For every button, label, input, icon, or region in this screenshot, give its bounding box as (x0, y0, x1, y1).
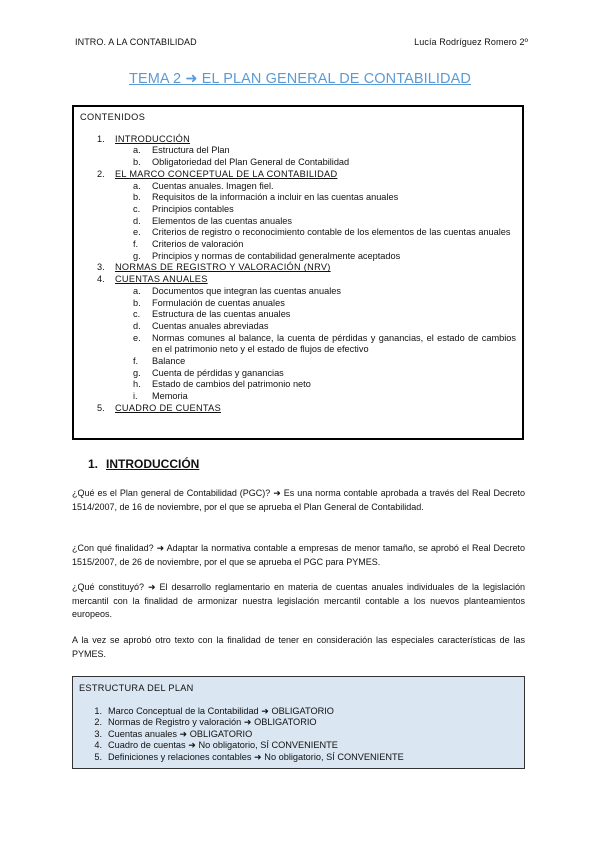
subsection-text: Documentos que integran las cuentas anuales (152, 285, 341, 296)
subsection-text: Cuentas anuales. Imagen fiel. (152, 180, 274, 191)
subsection-letter: f. (133, 239, 139, 250)
subsection-item (115, 251, 516, 263)
subsection-text: Estructura de las cuentas anuales (152, 309, 291, 320)
header-author: Lucía Rodríguez Romero 2º (414, 37, 528, 47)
subsection-item (115, 321, 516, 333)
subsection-text: Balance (152, 356, 186, 367)
subsection-letter: b. (133, 297, 141, 308)
subsection-text: Memoria (152, 391, 188, 402)
structure-item-number: 2. (94, 717, 102, 728)
subsection-text: Normas comunes al balance, la cuenta de pérdidas y ganancias, el estado de cambios en el patrimonio neto y el estado de flujos de efectivo (152, 332, 516, 355)
section-heading (88, 457, 199, 471)
paragraph-pymes: A la vez se aprobó otro texto con la finalidad de tener en consideración las especiales características de las PYMES. (72, 635, 525, 659)
subsection-text: Criterios de valoración (152, 239, 244, 250)
subsection-letter: h. (133, 379, 141, 390)
paragraph-constitution: ¿Qué constituyó? ➜ El desarrollo reglamentario en materia de cuentas anuales individuales de la legislación mercantil con la finalidad de armonizar nuestra legislación mercantil contable a los nuevos planteamientos europeos. (72, 582, 525, 620)
subsection-item (115, 181, 516, 193)
section-number: 5. (97, 402, 105, 413)
structure-item-number: 4. (94, 740, 102, 751)
section-link[interactable]: EL MARCO CONCEPTUAL DE LA CONTABILIDAD (115, 168, 338, 179)
subsection-list (115, 286, 516, 403)
subsection-letter: d. (133, 320, 141, 331)
structure-item-text: Cuadro de cuentas ➜ No obligatorio, SÍ CONVENIENTE (108, 740, 338, 751)
contents-section (80, 403, 516, 415)
structure-item-text: Definiciones y relaciones contables ➜ No obligatorio, SÍ CONVENIENTE (108, 751, 404, 762)
subsection-item (115, 379, 516, 391)
section-number: 4. (97, 274, 105, 285)
subsection-item (115, 157, 516, 169)
subsection-text: Elementos de las cuentas anuales (152, 215, 292, 226)
subsection-text: Requisitos de la información a incluir en las cuentas anuales (152, 192, 399, 203)
subsection-letter: b. (133, 157, 141, 168)
subsection-letter: d. (133, 215, 141, 226)
subsection-item (115, 145, 516, 157)
section-link[interactable]: CUENTAS ANUALES (115, 274, 208, 285)
section-link[interactable]: NORMAS DE REGISTRO Y VALORACIÓN (NRV) (115, 262, 331, 273)
subsection-text: Formulación de cuentas anuales (152, 297, 285, 308)
section-link[interactable]: CUADRO DE CUENTAS (115, 402, 221, 413)
structure-item (79, 740, 518, 752)
structure-item-text: Cuentas anuales ➜ OBLIGATORIO (108, 728, 253, 739)
section-number: 1. (97, 133, 105, 144)
subsection-item (115, 356, 516, 368)
subsection-item (115, 192, 516, 204)
subsection-text: Obligatoriedad del Plan General de Contabilidad (152, 157, 350, 168)
subsection-text: Estructura del Plan (152, 145, 230, 156)
subsection-item (115, 391, 516, 403)
structure-item (79, 717, 518, 729)
subsection-text: Principios contables (152, 203, 234, 214)
subsection-list (115, 145, 516, 168)
subsection-item (115, 286, 516, 298)
structure-item-text: Normas de Registro y valoración ➜ OBLIGATORIO (108, 717, 317, 728)
structure-box-title: ESTRUCTURA DEL PLAN (79, 683, 194, 693)
paragraph-purpose: ¿Con qué finalidad? ➜ Adaptar la normativa contable a empresas de menor tamaño, se aprobó el Real Decreto 1515/2007, de 26 de noviembre, por el que se aprueba el PGC para PYMES. (72, 543, 525, 567)
structure-item-number: 1. (94, 705, 102, 716)
section-link[interactable]: INTRODUCCIÓN (115, 133, 191, 144)
section-number: 2. (97, 168, 105, 179)
subsection-letter: a. (133, 145, 141, 156)
subsection-text: Cuentas anuales abreviadas (152, 320, 269, 331)
subsection-letter: g. (133, 367, 141, 378)
structure-item-number: 5. (94, 751, 102, 762)
subsection-letter: a. (133, 180, 141, 191)
subsection-letter: i. (133, 391, 138, 402)
subsection-text: Estado de cambios del patrimonio neto (152, 379, 311, 390)
section-heading-number: 1. (88, 457, 99, 471)
subsection-item (115, 368, 516, 380)
subsection-letter: b. (133, 192, 141, 203)
subsection-text: Criterios de registro o reconocimiento contable de los elementos de las cuentas anuales (152, 227, 511, 238)
contents-section (80, 134, 516, 169)
subsection-item (115, 298, 516, 310)
contents-list (80, 134, 516, 415)
header-course: INTRO. A LA CONTABILIDAD (75, 37, 197, 47)
subsection-item (115, 216, 516, 228)
subsection-item (115, 333, 516, 356)
structure-item (79, 729, 518, 741)
contents-section (80, 274, 516, 403)
section-heading-title: INTRODUCCIÓN (106, 457, 200, 471)
structure-item (79, 706, 518, 718)
subsection-item (115, 239, 516, 251)
document-title: TEMA 2 ➜ EL PLAN GENERAL DE CONTABILIDAD (129, 71, 471, 87)
structure-item-number: 3. (94, 728, 102, 739)
structure-box (72, 676, 525, 769)
subsection-list (115, 181, 516, 263)
subsection-text: Principios y normas de contabilidad generalmente aceptados (152, 250, 401, 261)
subsection-letter: c. (133, 203, 141, 214)
subsection-letter: c. (133, 309, 141, 320)
subsection-item (115, 204, 516, 216)
subsection-letter: g. (133, 250, 141, 261)
subsection-item (115, 309, 516, 321)
contents-heading: CONTENIDOS (80, 112, 146, 122)
contents-box (72, 105, 524, 440)
subsection-text: Cuenta de pérdidas y ganancias (152, 367, 284, 378)
paragraph-pgc-definition: ¿Qué es el Plan general de Contabilidad (PGC)? ➜ Es una norma contable aprobada a través del Real Decreto 1514/2007, de 16 de noviembre, por el que se aprueba el Plan General de Contabilidad. (72, 488, 525, 512)
subsection-item (115, 227, 516, 239)
structure-item-text: Marco Conceptual de la Contabilidad ➜ OBLIGATORIO (108, 705, 334, 716)
subsection-letter: e. (133, 227, 141, 238)
contents-section (80, 262, 516, 274)
contents-section (80, 169, 516, 263)
structure-item (79, 752, 518, 764)
section-number: 3. (97, 262, 105, 273)
subsection-letter: f. (133, 356, 139, 367)
subsection-letter: e. (133, 332, 141, 343)
subsection-letter: a. (133, 285, 141, 296)
